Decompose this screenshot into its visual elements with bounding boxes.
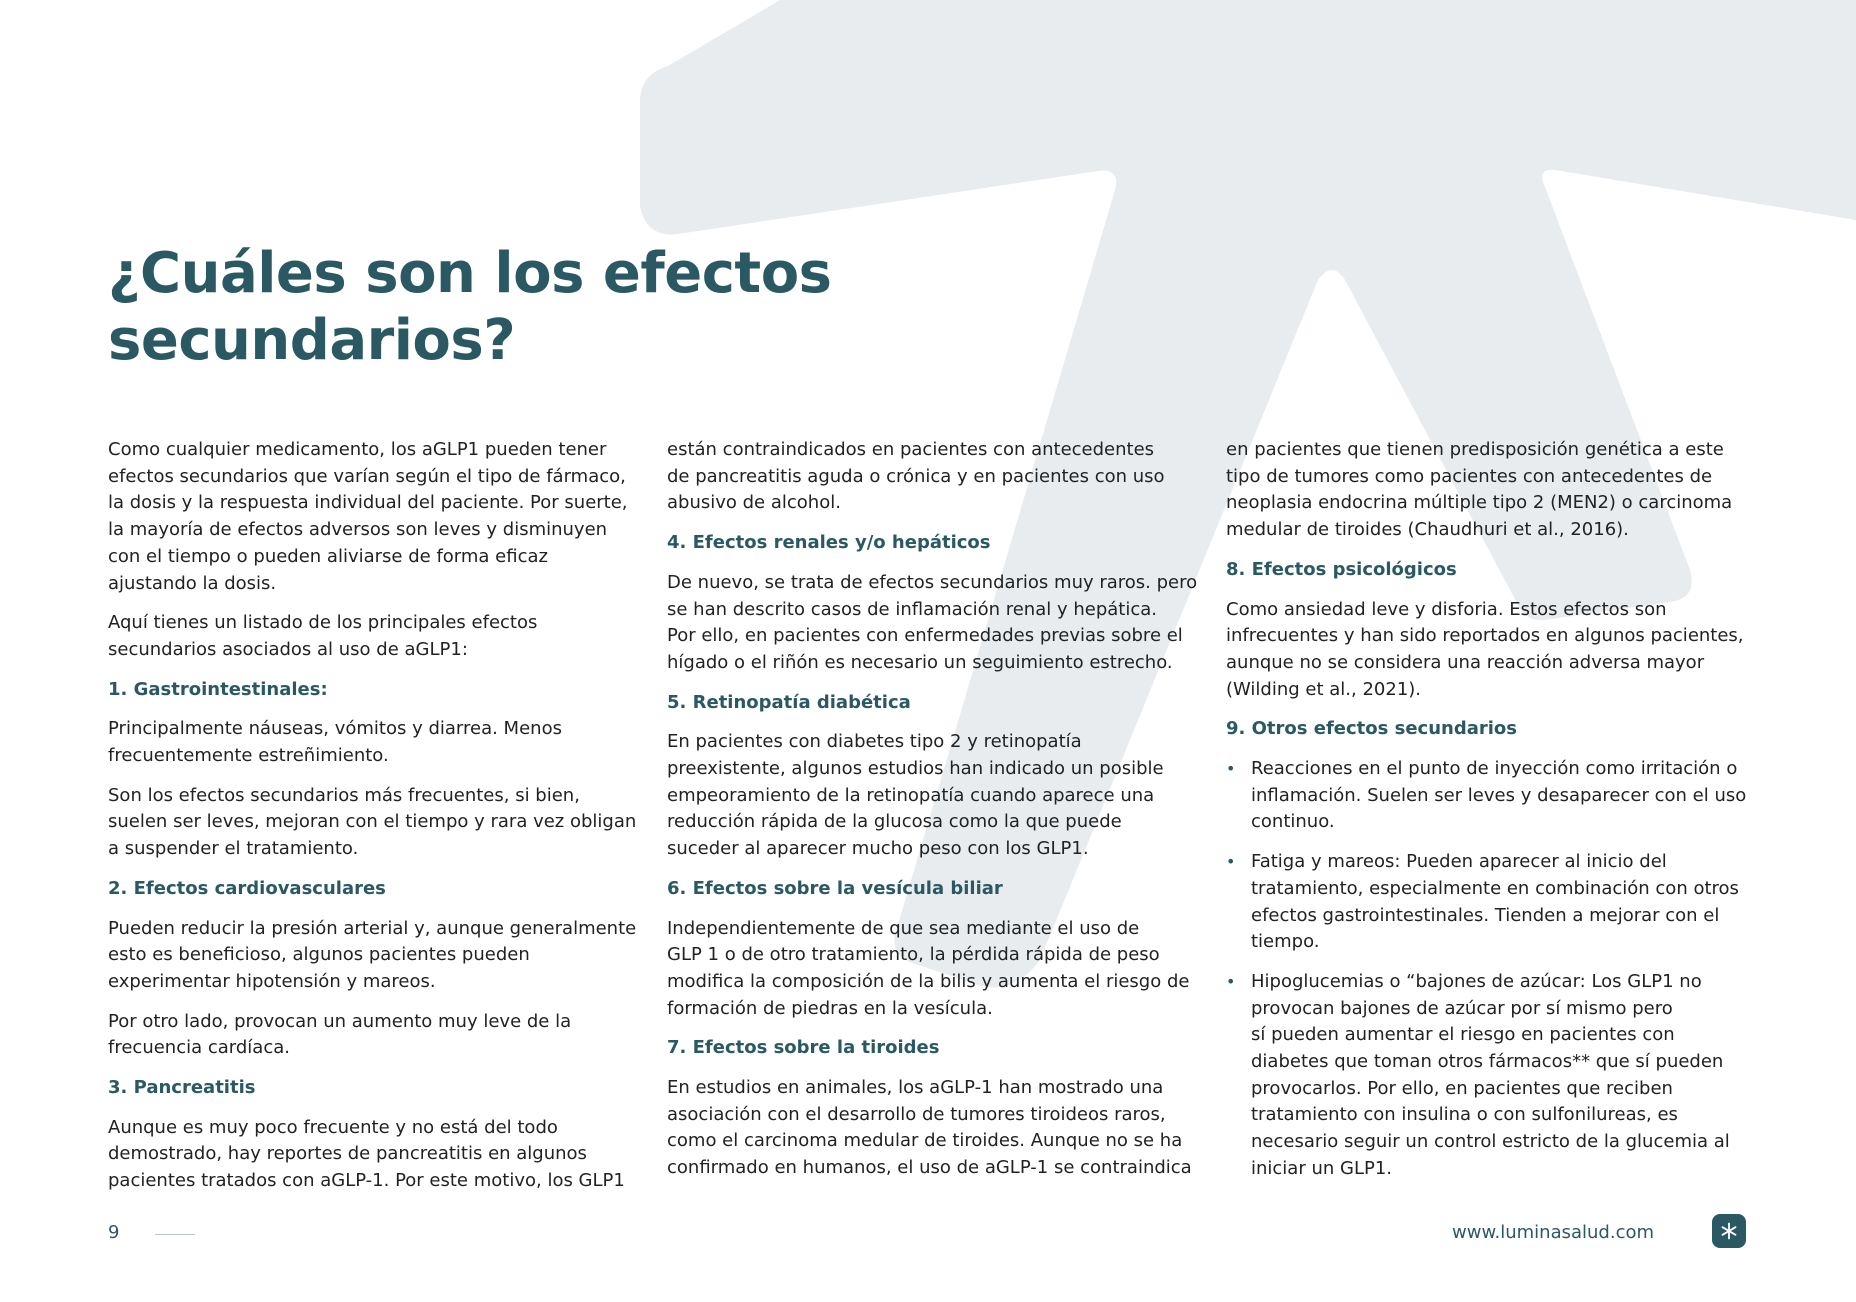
text-line: Por ello, en pacientes con enfermedades previas sobre el [667, 625, 1183, 647]
text-line: a suspender el tratamiento. [108, 838, 359, 860]
other-effects-list [1226, 756, 1766, 1183]
text-line: aunque no se considera una reacción adversa mayor [1226, 651, 1705, 673]
text-column-3 [1226, 437, 1766, 1196]
text-line: De nuevo, se trata de efectos secundarios muy raros. pero [667, 571, 1198, 593]
text-line: demostrado, hay reportes de pancreatitis en algunos [108, 1143, 587, 1165]
section-heading-gastrointestinal: 1. Gastrointestinales: [108, 678, 328, 700]
text-line: ajustando la dosis. [108, 572, 277, 594]
text-line: provocarlos. Por ello, en pacientes que reciben [1251, 1077, 1673, 1099]
text-line: pacientes tratados con aGLP-1. Por este motivo, los GLP1 [108, 1170, 625, 1192]
text-line: Pueden reducir la presión arterial y, aunque generalmente [108, 917, 637, 939]
section-heading-other-effects: 9. Otros efectos secundarios [1226, 718, 1518, 740]
text-line: asociación con el desarrollo de tumores tiroideos raros, [667, 1103, 1166, 1125]
text-line: reducción rápida de la glucosa como la que puede [667, 811, 1122, 833]
text-line: infrecuentes y han sido reportados en algunos pacientes, [1226, 625, 1744, 647]
page-number: 9 [108, 1222, 120, 1243]
cardiovascular-paragraph-1 [108, 916, 648, 996]
asterisk-logo-icon [1712, 1214, 1746, 1248]
text-line: secundarios asociados al uso de aGLP1: [108, 638, 468, 660]
text-line: como el carcinoma medular de tiroides. Aunque no se ha [667, 1130, 1183, 1152]
gastrointestinal-paragraph-2 [108, 783, 648, 863]
intro-paragraph-1 [108, 437, 648, 597]
text-line: necesario seguir un control estricto de la glucemia al [1251, 1131, 1730, 1153]
text-line: medular de tiroides (Chaudhuri et al., 2016). [1226, 519, 1629, 541]
pancreatitis-paragraph [108, 1115, 648, 1195]
text-line: efectos gastrointestinales. Tienden a mejorar con el [1251, 904, 1720, 926]
text-line: Por otro lado, provocan un aumento muy leve de la [108, 1010, 572, 1032]
text-line: la mayoría de efectos adversos son leves y disminuyen [108, 519, 608, 541]
gallbladder-paragraph [667, 916, 1207, 1023]
section-heading-cardiovascular: 2. Efectos cardiovasculares [108, 877, 386, 899]
text-line: abusivo de alcohol. [667, 492, 841, 514]
retinopathy-paragraph [667, 729, 1207, 863]
text-line: efectos secundarios que varían según el tipo de fármaco, [108, 465, 626, 487]
list-item-fatigue-dizziness [1226, 849, 1766, 956]
pancreatitis-paragraph-continued [667, 437, 1207, 517]
text-line: están contraindicados en pacientes con antecedentes [667, 439, 1155, 460]
section-heading-renal-hepatic: 4. Efectos renales y/o hepáticos [667, 532, 991, 554]
text-line: GLP 1 o de otro tratamiento, la pérdida rápida de peso [667, 944, 1160, 966]
text-line: sí pueden aumentar el riesgo en pacientes con [1251, 1024, 1675, 1046]
thyroid-paragraph-continued [1226, 437, 1766, 544]
text-line: Independientemente de que sea mediante el uso de [667, 917, 1140, 939]
text-line: inflamación. Suelen ser leves y desaparecer con el uso [1251, 784, 1747, 806]
text-line: con el tiempo o pueden aliviarse de forma eficaz [108, 545, 548, 567]
page-title-line-2: secundarios? [108, 308, 516, 373]
text-line: la dosis y la respuesta individual del paciente. Por suerte, [108, 492, 628, 514]
section-heading-gallbladder: 6. Efectos sobre la vesícula biliar [667, 877, 1003, 899]
text-line: preexistente, algunos estudios han indicado un posible [667, 758, 1164, 780]
text-line: se han descrito casos de inflamación renal y hepática. [667, 598, 1157, 620]
text-line: Aquí tienes un listado de los principales efectos [108, 612, 538, 634]
section-heading-retinopathy: 5. Retinopatía diabética [667, 691, 911, 713]
text-line: En pacientes con diabetes tipo 2 y retinopatía [667, 731, 1082, 753]
text-line: Como ansiedad leve y disforia. Estos efectos son [1226, 598, 1667, 620]
text-line: Principalmente náuseas, vómitos y diarrea. Menos [108, 718, 562, 740]
text-line: tratamiento, especialmente en combinación con otros [1251, 877, 1739, 899]
text-line: En estudios en animales, los aGLP-1 han mostrado una [667, 1077, 1164, 1099]
text-line: • Fatiga y mareos: Pueden aparecer al inicio del [1251, 851, 1667, 873]
website-link[interactable]: www.luminasalud.com [1452, 1222, 1655, 1243]
text-line: • Hipoglucemias o “bajones de azúcar: Los GLP1 no [1251, 970, 1702, 992]
text-line: confirmado en humanos, el uso de aGLP-1 se contraindica [667, 1157, 1192, 1179]
text-line: suceder al aparecer mucho peso con los GLP1. [667, 838, 1089, 860]
text-line: Como cualquier medicamento, los aGLP1 pueden tener [108, 439, 607, 460]
text-line: provocan bajones de azúcar por sí mismo pero [1251, 997, 1673, 1019]
page-title [108, 240, 868, 374]
footer-divider [155, 1234, 195, 1235]
text-line: hígado o el riñón es necesario un seguimiento estrecho. [667, 651, 1173, 673]
text-line: suelen ser leves, mejoran con el tiempo y rara vez obligan [108, 811, 637, 833]
list-item-hypoglycemia [1226, 969, 1766, 1183]
gastrointestinal-paragraph-1 [108, 716, 648, 769]
text-line: tipo de tumores como pacientes con antecedentes de [1226, 465, 1713, 487]
text-line: • Reacciones en el punto de inyección como irritación o [1251, 758, 1738, 780]
text-line: continuo. [1251, 811, 1335, 833]
intro-paragraph-2 [108, 610, 648, 663]
text-line: empeoramiento de la retinopatía cuando aparece una [667, 784, 1155, 806]
text-column-2 [667, 437, 1207, 1195]
text-line: Aunque es muy poco frecuente y no está del todo [108, 1116, 558, 1138]
cardiovascular-paragraph-2 [108, 1009, 648, 1062]
text-line: formación de piedras en la vesícula. [667, 997, 993, 1019]
text-line: Son los efectos secundarios más frecuentes, si bien, [108, 784, 580, 806]
text-line: frecuencia cardíaca. [108, 1037, 290, 1059]
text-line: diabetes que toman otros fármacos** que sí pueden [1251, 1051, 1724, 1073]
text-line: experimentar hipotensión y mareos. [108, 970, 436, 992]
list-item-injection-site [1226, 756, 1766, 836]
section-heading-thyroid: 7. Efectos sobre la tiroides [667, 1037, 940, 1059]
text-column-1 [108, 437, 648, 1208]
page-title-line-1: ¿Cuáles son los efectos [108, 241, 832, 306]
text-line: (Wilding et al., 2021). [1226, 678, 1422, 700]
thyroid-paragraph [667, 1075, 1207, 1182]
text-line: en pacientes que tienen predisposición genética a este [1226, 439, 1724, 460]
text-line: frecuentemente estreñimiento. [108, 745, 389, 767]
text-line: de pancreatitis aguda o crónica y en pacientes con uso [667, 465, 1165, 487]
psychological-paragraph [1226, 597, 1766, 704]
text-line: modifica la composición de la bilis y aumenta el riesgo de [667, 970, 1190, 992]
renal-hepatic-paragraph [667, 570, 1207, 677]
text-line: tiempo. [1251, 931, 1320, 953]
text-line: neoplasia endocrina múltiple tipo 2 (MEN2) o carcinoma [1226, 492, 1733, 514]
text-line: tratamiento con insulina o con sulfonilureas, es [1251, 1104, 1678, 1126]
text-line: iniciar un GLP1. [1251, 1157, 1393, 1179]
section-heading-pancreatitis: 3. Pancreatitis [108, 1077, 256, 1099]
section-heading-psychological: 8. Efectos psicológicos [1226, 558, 1457, 580]
text-line: esto es beneficioso, algunos pacientes pueden [108, 944, 530, 966]
